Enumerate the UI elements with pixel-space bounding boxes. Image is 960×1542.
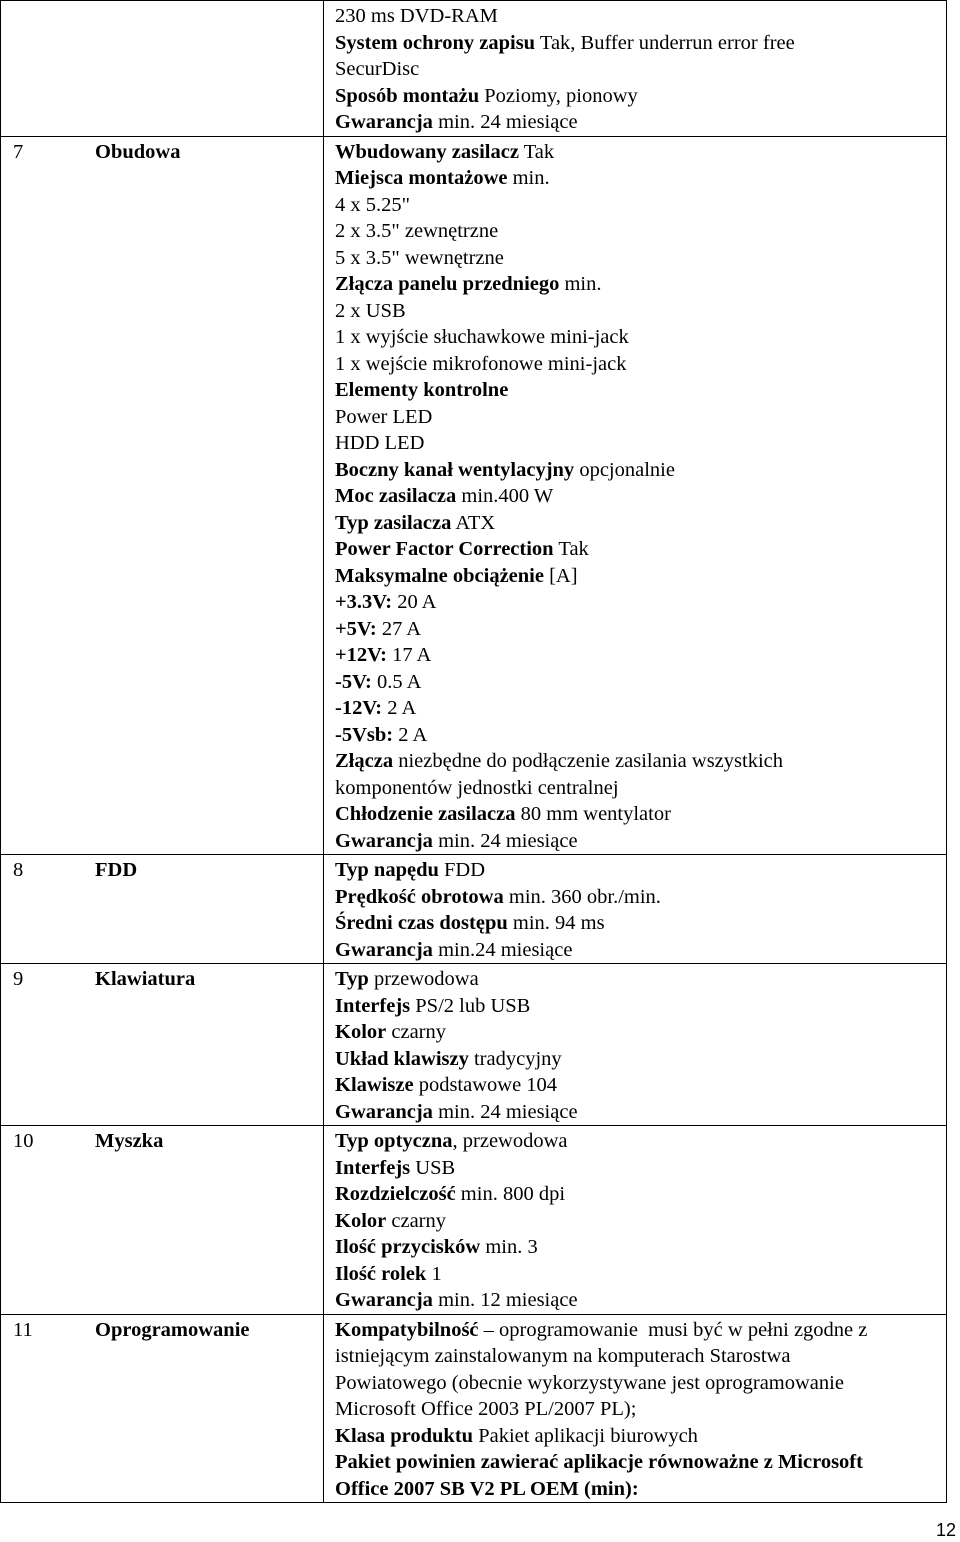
spec-line bbox=[335, 1423, 938, 1450]
item-cell bbox=[1, 964, 324, 1126]
spec-cell bbox=[324, 1, 947, 137]
spec-cell bbox=[324, 964, 947, 1126]
spec-line bbox=[335, 377, 938, 404]
spec-key: Sposób montażu bbox=[335, 84, 480, 107]
spec-line bbox=[335, 993, 938, 1020]
spec-line bbox=[335, 1370, 938, 1397]
spec-value: FDD bbox=[438, 859, 486, 881]
spec-line bbox=[335, 83, 938, 110]
spec-line bbox=[335, 510, 938, 537]
spec-cell bbox=[324, 136, 947, 855]
spec-line bbox=[335, 616, 938, 643]
spec-value: HDD LED bbox=[335, 432, 425, 454]
spec-line bbox=[335, 910, 938, 937]
spec-line bbox=[335, 271, 938, 298]
spec-key: Rozdzielczość bbox=[335, 1183, 456, 1205]
spec-line bbox=[335, 165, 938, 192]
spec-value: min.24 miesiące bbox=[432, 938, 573, 961]
spec-line bbox=[335, 642, 938, 669]
spec-line bbox=[335, 695, 938, 722]
item-header bbox=[1, 855, 323, 884]
spec-cell bbox=[324, 855, 947, 964]
spec-line bbox=[335, 1181, 938, 1208]
spec-value: 5 x 3.5" wewnętrzne bbox=[335, 246, 504, 269]
spec-line bbox=[335, 139, 938, 166]
spec-value: min. 800 dpi bbox=[455, 1183, 566, 1205]
spec-key: Złącza panelu przedniego bbox=[335, 273, 560, 295]
spec-value: 2 A bbox=[382, 697, 417, 719]
spec-key: -5Vsb: bbox=[335, 723, 394, 746]
spec-line bbox=[335, 218, 938, 245]
spec-value: min. 24 miesiące bbox=[432, 1100, 578, 1123]
item-number: 11 bbox=[13, 1318, 33, 1341]
spec-value: ATX bbox=[451, 511, 496, 534]
spec-line bbox=[335, 192, 938, 219]
spec-line bbox=[335, 1287, 938, 1314]
spec-value: czarny bbox=[386, 1021, 446, 1043]
spec-line bbox=[335, 563, 938, 590]
item-header bbox=[1, 964, 323, 993]
spec-value: niezbędne do podłączenie zasilania wszystkich bbox=[393, 750, 783, 772]
spec-line bbox=[335, 245, 938, 272]
page-number: 12 bbox=[935, 1520, 956, 1540]
spec-line bbox=[335, 1099, 938, 1126]
spec-value: 4 x 5.25" bbox=[335, 193, 410, 216]
spec-key: Maksymalne obciążenie bbox=[335, 564, 544, 587]
spec-key: Układ klawiszy bbox=[335, 1047, 469, 1070]
spec-line bbox=[335, 1072, 938, 1099]
spec-value: Microsoft Office 2003 PL/2007 PL); bbox=[335, 1398, 637, 1420]
spec-key: +5V: bbox=[335, 617, 377, 640]
spec-value: Tak bbox=[518, 140, 555, 163]
spec-cell bbox=[324, 1314, 947, 1503]
table-row bbox=[1, 855, 947, 964]
item-header bbox=[1, 1, 323, 3]
spec-value: Poziomy, pionowy bbox=[479, 84, 638, 107]
item-cell bbox=[1, 136, 324, 855]
item-cell bbox=[1, 1314, 324, 1503]
spec-key: Elementy kontrolne bbox=[335, 379, 509, 401]
spec-key: Chłodzenie zasilacza bbox=[335, 803, 516, 825]
spec-value: 0.5 A bbox=[371, 670, 422, 693]
spec-value: istniejącym zainstalowanym na komputerach Starostwa bbox=[335, 1345, 791, 1367]
table-row bbox=[1, 964, 947, 1126]
spec-cell bbox=[324, 1126, 947, 1315]
spec-key: -12V: bbox=[335, 697, 383, 719]
spec-line bbox=[335, 722, 938, 749]
spec-line bbox=[335, 669, 938, 696]
spec-value: 230 ms DVD-RAM bbox=[335, 5, 498, 27]
spec-value: przewodowa bbox=[368, 968, 479, 990]
spec-line bbox=[335, 1046, 938, 1073]
spec-line bbox=[335, 1019, 938, 1046]
spec-key: Office 2007 SB V2 PL OEM (min): bbox=[335, 1477, 639, 1500]
spec-value: min. 24 miesiące bbox=[432, 111, 578, 133]
spec-key: Wbudowany zasilacz bbox=[335, 140, 519, 163]
spec-key: +12V: bbox=[335, 644, 387, 666]
item-name: Oprogramowanie bbox=[95, 1318, 250, 1341]
spec-value: SecurDisc bbox=[335, 58, 420, 80]
spec-line bbox=[335, 1343, 938, 1370]
spec-value: komponentów jednostki centralnej bbox=[335, 776, 619, 799]
spec-line bbox=[335, 430, 938, 457]
spec-line bbox=[335, 351, 938, 378]
item-number: 10 bbox=[13, 1130, 34, 1152]
spec-value: 2 x USB bbox=[335, 299, 406, 322]
spec-key: Gwarancja bbox=[335, 829, 433, 852]
spec-line bbox=[335, 1317, 938, 1344]
spec-line bbox=[335, 404, 938, 431]
spec-key: Pakiet powinien zawierać aplikacje równoważne z Microsoft bbox=[335, 1451, 863, 1473]
item-number: 8 bbox=[13, 859, 24, 881]
item-header bbox=[1, 1126, 323, 1155]
spec-value: 1 x wejście mikrofonowe mini-jack bbox=[335, 352, 627, 375]
item-number: 7 bbox=[13, 140, 24, 163]
spec-line bbox=[335, 857, 938, 884]
spec-key: Ilość przycisków bbox=[335, 1236, 481, 1258]
spec-value: tradycyjny bbox=[468, 1047, 562, 1070]
spec-key: Kompatybilność bbox=[335, 1318, 479, 1341]
spec-value: opcjonalnie bbox=[574, 458, 675, 481]
spec-key: Boczny kanał wentylacyjny bbox=[335, 458, 575, 481]
spec-value: 80 mm wentylator bbox=[515, 803, 671, 825]
spec-line bbox=[335, 1476, 938, 1503]
spec-value: Power LED bbox=[335, 405, 433, 428]
spec-key: Gwarancja bbox=[335, 938, 433, 961]
spec-line bbox=[335, 109, 938, 136]
spec-key: Złącza bbox=[335, 750, 394, 772]
spec-key: Moc zasilacza bbox=[335, 485, 457, 507]
spec-value: 1 x wyjście słuchawkowe mini-jack bbox=[335, 326, 629, 348]
spec-line bbox=[335, 3, 938, 30]
spec-value: – oprogramowanie musi być w pełni zgodne z bbox=[478, 1318, 868, 1341]
spec-key: Interfejs bbox=[335, 1156, 411, 1179]
spec-key: Typ zasilacza bbox=[335, 511, 452, 534]
spec-line bbox=[335, 1449, 938, 1476]
spec-line bbox=[335, 937, 938, 964]
item-cell bbox=[1, 855, 324, 964]
spec-value: min. 94 ms bbox=[507, 912, 605, 934]
spec-key: -5V: bbox=[335, 670, 372, 693]
spec-key: System ochrony zapisu bbox=[335, 31, 536, 54]
spec-key: Kolor bbox=[335, 1209, 387, 1232]
spec-line bbox=[335, 1155, 938, 1182]
spec-line bbox=[335, 828, 938, 855]
spec-key: Prędkość obrotowa bbox=[335, 885, 504, 908]
spec-line bbox=[335, 1261, 938, 1288]
spec-key: Typ napędu bbox=[335, 859, 439, 881]
item-name: FDD bbox=[95, 859, 138, 881]
table-row bbox=[1, 1, 947, 137]
spec-line bbox=[335, 298, 938, 325]
item-cell bbox=[1, 1, 324, 137]
spec-key: Klasa produktu bbox=[335, 1424, 474, 1447]
spec-key: +3.3V: bbox=[335, 591, 393, 613]
spec-value: Powiatowego (obecnie wykorzystywane jest oprogramowanie bbox=[335, 1371, 844, 1394]
spec-line bbox=[335, 30, 938, 57]
item-name: Myszka bbox=[95, 1130, 164, 1152]
spec-value: min. 12 miesiące bbox=[432, 1289, 578, 1311]
spec-value: 2 x 3.5" zewnętrzne bbox=[335, 220, 499, 242]
spec-value: podstawowe 104 bbox=[413, 1074, 558, 1096]
spec-line bbox=[335, 1396, 938, 1423]
spec-line bbox=[335, 775, 938, 802]
spec-key: Miejsca montażowe bbox=[335, 167, 508, 189]
table-row bbox=[1, 136, 947, 855]
spec-key: Typ optyczna bbox=[335, 1130, 453, 1152]
spec-value: min.400 W bbox=[456, 485, 554, 507]
spec-value: USB bbox=[410, 1156, 456, 1179]
spec-line bbox=[335, 457, 938, 484]
spec-value: min. 3 bbox=[480, 1236, 538, 1258]
spec-value: 27 A bbox=[376, 617, 422, 640]
spec-value: 2 A bbox=[393, 723, 428, 746]
spec-value: min. bbox=[507, 167, 550, 189]
table-row bbox=[1, 1126, 947, 1315]
spec-key: Kolor bbox=[335, 1021, 387, 1043]
spec-value: min. 360 obr./min. bbox=[503, 885, 661, 908]
spec-line bbox=[335, 324, 938, 351]
spec-value: 1 bbox=[426, 1262, 442, 1285]
item-cell bbox=[1, 1126, 324, 1315]
spec-key: Interfejs bbox=[335, 994, 411, 1017]
spec-value: Tak bbox=[553, 538, 589, 560]
spec-key: Gwarancja bbox=[335, 1100, 433, 1123]
spec-value: PS/2 lub USB bbox=[410, 994, 531, 1017]
spec-line bbox=[335, 589, 938, 616]
spec-value: [A] bbox=[543, 564, 578, 587]
spec-key: Ilość rolek bbox=[335, 1262, 427, 1285]
spec-line bbox=[335, 536, 938, 563]
spec-line bbox=[335, 966, 938, 993]
spec-line bbox=[335, 884, 938, 911]
item-name: Obudowa bbox=[95, 140, 181, 163]
spec-value: min. 24 miesiące bbox=[432, 829, 578, 852]
item-number: 9 bbox=[13, 968, 24, 990]
spec-key: Gwarancja bbox=[335, 1289, 433, 1311]
item-name: Klawiatura bbox=[95, 968, 196, 990]
table-row bbox=[1, 1314, 947, 1503]
spec-line bbox=[335, 1234, 938, 1261]
spec-line bbox=[335, 56, 938, 83]
spec-key: Średni czas dostępu bbox=[335, 912, 508, 934]
spec-value: 17 A bbox=[386, 644, 432, 666]
spec-line bbox=[335, 483, 938, 510]
spec-line bbox=[335, 748, 938, 775]
spec-value: 20 A bbox=[392, 591, 437, 613]
spec-line bbox=[335, 801, 938, 828]
spec-key: Klawisze bbox=[335, 1074, 414, 1096]
spec-line bbox=[335, 1128, 938, 1155]
spec-line bbox=[335, 1208, 938, 1235]
spec-value: czarny bbox=[386, 1209, 446, 1232]
spec-key: Typ bbox=[335, 968, 369, 990]
spec-key: Gwarancja bbox=[335, 111, 433, 133]
spec-key: Power Factor Correction bbox=[335, 538, 554, 560]
spec-value: , przewodowa bbox=[452, 1130, 568, 1152]
item-header bbox=[1, 1315, 323, 1344]
spec-value: min. bbox=[559, 273, 602, 295]
item-header bbox=[1, 137, 323, 166]
spec-value: Tak, Buffer underrun error free bbox=[535, 31, 795, 54]
spec-value: Pakiet aplikacji biurowych bbox=[473, 1424, 698, 1447]
